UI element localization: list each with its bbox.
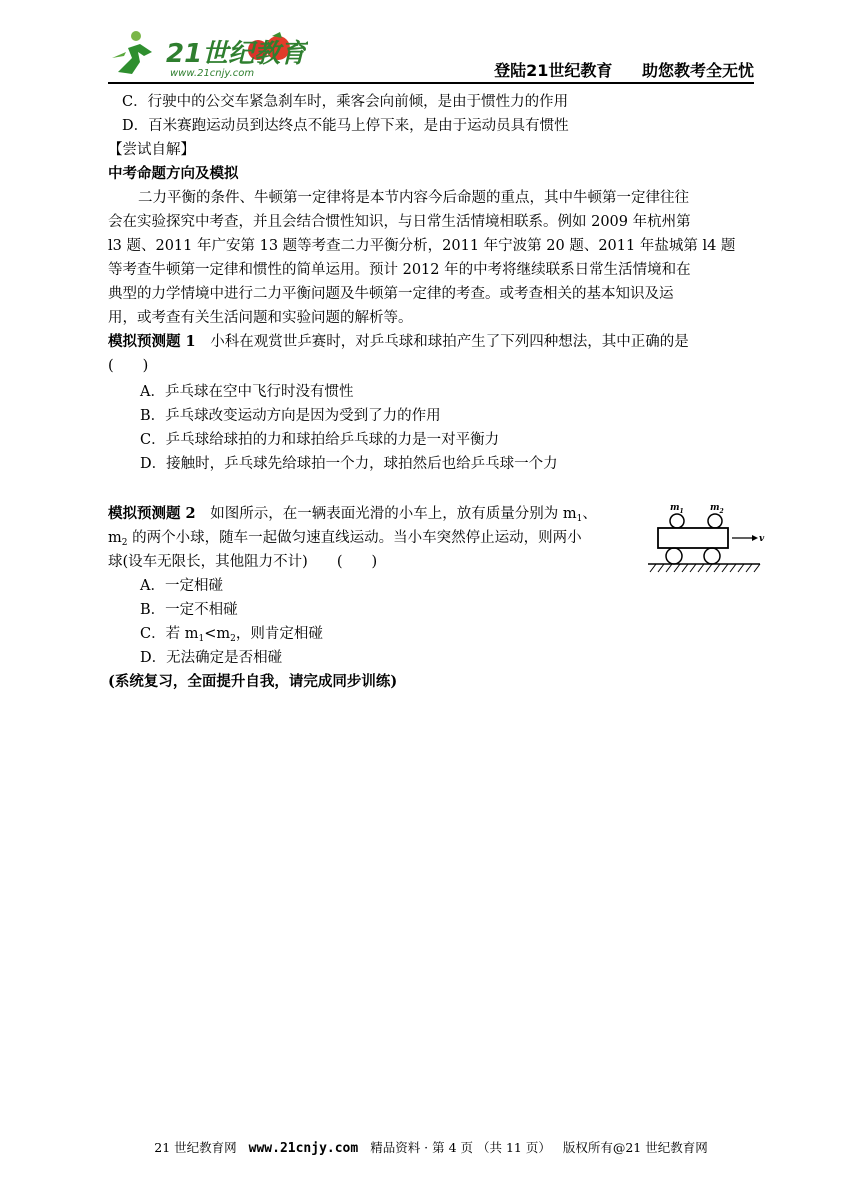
question-1-option-b: B．乒乓球改变运动方向是因为受到了力的作用 <box>140 408 441 424</box>
paragraph-line: 典型的力学情境中进行二力平衡问题及牛顿第一定律的考查。或考查相关的基本知识及运 <box>108 286 674 302</box>
question-2-option-a: A．一定相碰 <box>140 578 223 594</box>
cart-wheel-right <box>704 548 720 564</box>
prev-option-d: D．百米赛跑运动员到达终点不能马上停下来，是由于运动员具有惯性 <box>122 118 569 134</box>
header-divider <box>108 82 754 84</box>
question-1-option-d: D．接触时，乒乓球先给球拍一个力，球拍然后也给乒乓球一个力 <box>140 456 558 472</box>
label-v: v <box>759 534 765 544</box>
question-2-option-c: C．若 $m_1<m_2$，则肯定相碰 <box>140 626 323 644</box>
prev-option-c: C．行驶中的公交车紧急刹车时，乘客会向前倾，是由于惯性力的作用 <box>122 94 569 110</box>
header-slogan <box>494 58 754 81</box>
question-2-option-b: B．一定不相碰 <box>140 602 238 618</box>
closing-note: (系统复习，全面提升自我，请完成同步训练) <box>108 673 398 690</box>
question-2-option-d: D．无法确定是否相碰 <box>140 650 283 666</box>
footer-site: 21 世纪教育网 <box>154 1140 237 1155</box>
ball-m1 <box>670 514 684 528</box>
footer-url[interactable]: www.21cnjy.com <box>248 1141 359 1156</box>
site-logo <box>108 28 308 80</box>
question-1-option-c: C．乒乓球给球拍的力和球拍给乒乓球的力是一对平衡力 <box>140 432 500 448</box>
cart-body <box>658 528 728 548</box>
question-1-bracket: ( ) <box>108 358 149 374</box>
velocity-arrowhead <box>752 535 758 541</box>
question-2-stem-line-1: 模拟预测题 2 如图所示，在一辆表面光滑的小车上，放有质量分别为 $m_1$、 <box>108 505 597 524</box>
question-1-text: 小科在观赏世乒赛时，对乒乓球和球拍产生了下列四种想法，其中正确的是 <box>210 334 689 350</box>
section-try-heading: 【尝试自解】 <box>108 142 195 158</box>
svg-text:21世纪教育: 21世纪教育 <box>166 39 307 69</box>
page-footer <box>108 1138 754 1156</box>
ground-hatching <box>650 564 760 572</box>
header-slogan-1: 登陆21世纪教育 <box>494 61 613 80</box>
svg-text:www.21cnjy.com: www.21cnjy.com <box>170 68 255 79</box>
ball-m2 <box>708 514 722 528</box>
header-slogan-2: 助您教考全无忧 <box>641 61 754 80</box>
label-m1: $m_1$ <box>670 503 684 515</box>
question-1-option-a: A．乒乓球在空中飞行时没有惯性 <box>140 384 354 400</box>
paragraph-line: 用，或考查有关生活问题和实验问题的解析等。 <box>108 310 413 326</box>
label-m2: $m_2$ <box>710 503 724 515</box>
paragraph-line: 会在实验探究中考查，并且会结合惯性知识，与日常生活情境相联系。例如 2009 年杭州第 <box>108 214 691 230</box>
question-1-label: 模拟预测题 1 <box>108 333 196 350</box>
cart-figure <box>648 500 766 578</box>
cart-wheel-left <box>666 548 682 564</box>
question-2-stem-line-2: $m_2$ 的两个小球，随车一起做匀速直线运动。当小车突然停止运动，则两小 <box>108 530 582 548</box>
paragraph-line: 等考查牛顿第一定律和惯性的简单运用。预计 2012 年的中考将继续联系日常生活情境和在 <box>108 262 691 278</box>
footer-copyright: 版权所有@21 世纪教育网 <box>562 1140 708 1155</box>
section-title: 中考命题方向及模拟 <box>108 165 239 182</box>
page-header <box>108 28 754 84</box>
question-1-stem <box>108 330 689 354</box>
question-2-label: 模拟预测题 2 <box>108 505 196 522</box>
paragraph-line: l3 题、2011 年广安第 13 题等考查二力平衡分析，2011 年宁波第 20 题、2011 年盐城第 l4 题 <box>108 238 736 254</box>
footer-page-info: 精品资料 · 第 4 页 （共 11 页） <box>370 1140 551 1155</box>
question-2-stem-line-3: 球(设车无限长，其他阻力不计) ( ) <box>108 554 378 570</box>
paragraph-line: 二力平衡的条件、牛顿第一定律将是本节内容今后命题的重点，其中牛顿第一定律往往 <box>138 190 689 206</box>
